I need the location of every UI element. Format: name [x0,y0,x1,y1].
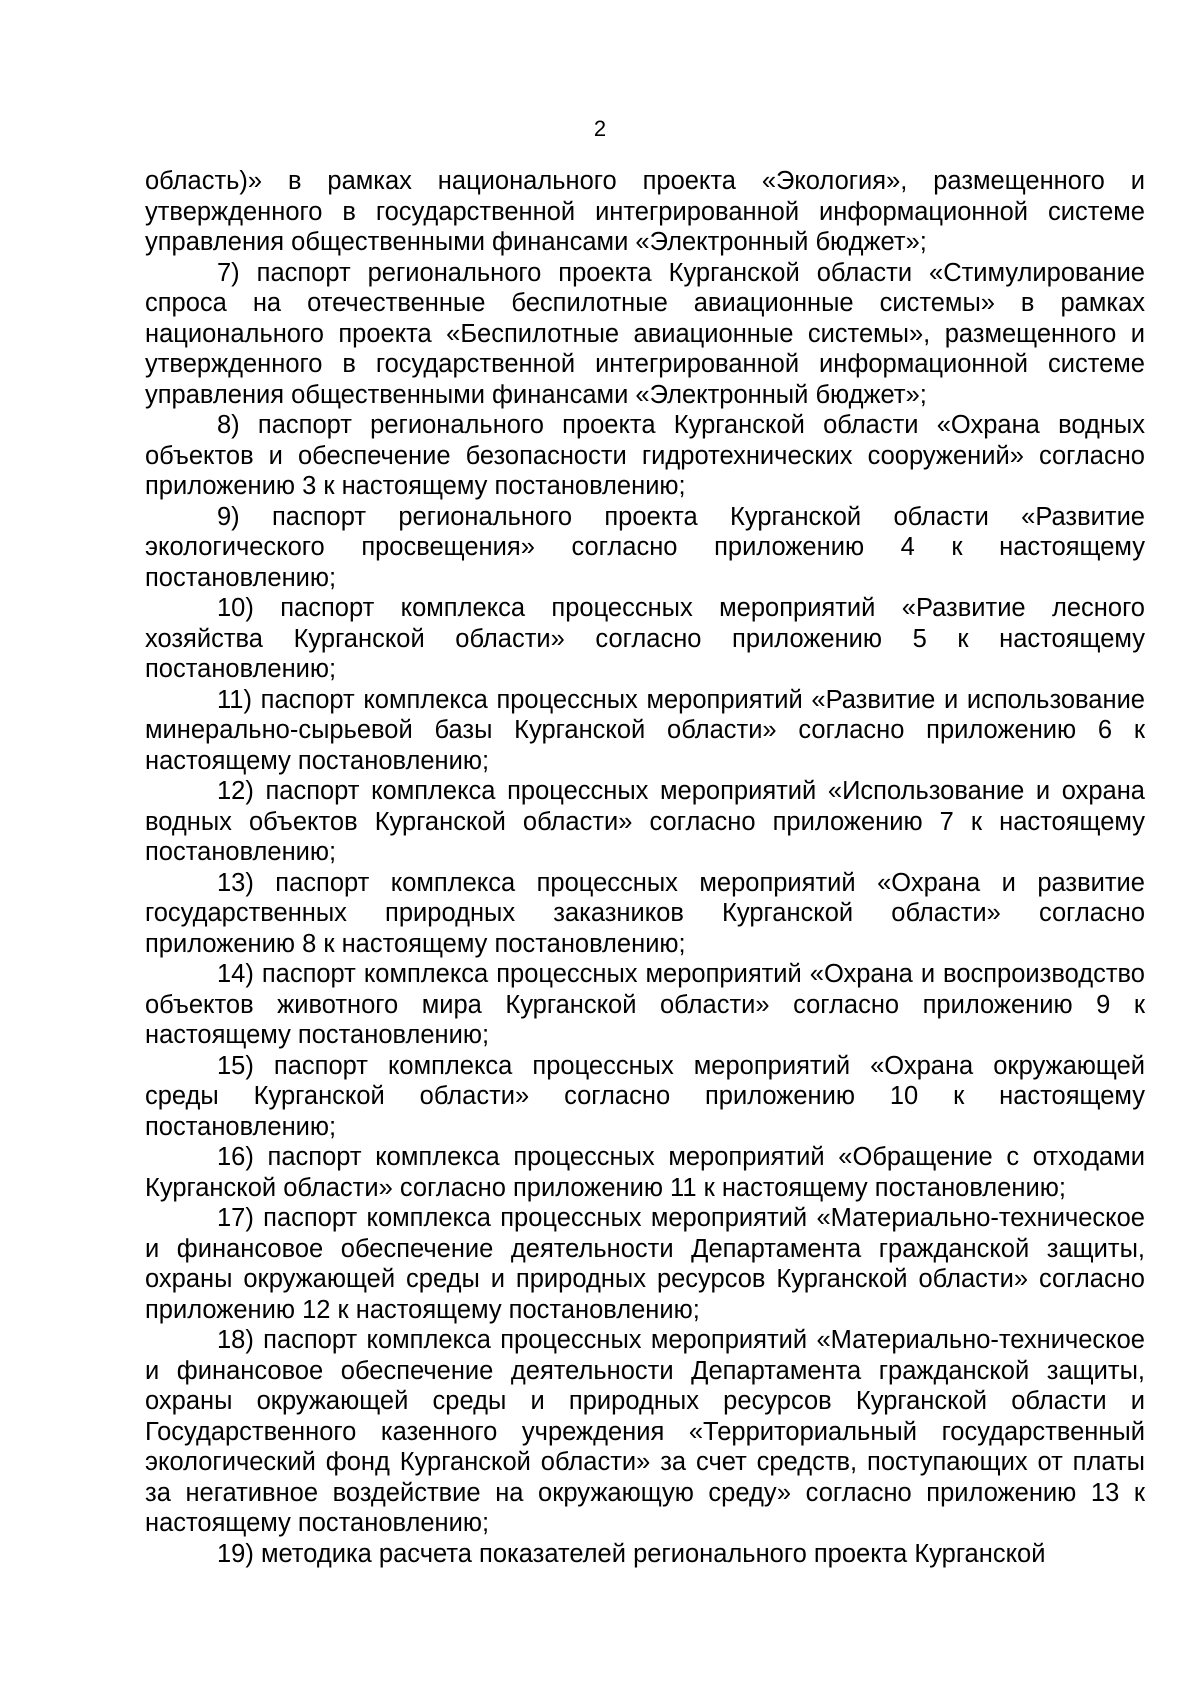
paragraph-item-16: 16) паспорт комплекса процессных мероприятий «Обращение с отходами Курганской области» согласно приложению 11 к настоящему постановлению; [145,1143,1145,1202]
paragraph-item-13: 13) паспорт комплекса процессных мероприятий «Охрана и развитие государственных природных заказников Курганской области» согласно приложению 8 к настоящему постановлению; [145,868,1145,958]
paragraph-continuation: область)» в рамках национального проекта «Экология», размещенного и утвержденного в государственной интегрированной информационной системе управления общественными финансами «Электронный бюджет»; [145,167,1145,256]
paragraph-item-12: 12) паспорт комплекса процессных мероприятий «Использование и охрана водных объектов Курганской области» согласно приложению 7 к настоящему постановлению; [145,777,1145,866]
paragraph-item-7: 7) паспорт регионального проекта Курганской области «Стимулирование спроса на отечественные беспилотные авиационные системы» в рамках национального проекта «Беспилотные авиационные системы», размещенного и утвержденного в государственной интегрированной информационной системе управления общественными финансами «Электронный бюджет»; [145,258,1145,409]
paragraph-item-18: 18) паспорт комплекса процессных мероприятий «Материально-техническое и финансовое обеспечение деятельности Департамента гражданской защиты, охраны окружающей среды и природных ресурсов Курганской области и Государственного казенного учреждения «Территориальный государственный экологический фонд Курганской области» за счет средств, поступающих от платы за негативное воздействие на окружающую среду» согласно приложению 13 к настоящему постановлению; [145,1326,1145,1537]
paragraph-item-15: 15) паспорт комплекса процессных мероприятий «Охрана окружающей среды Курганской области» согласно приложению 10 к настоящему постановлению; [145,1051,1145,1141]
paragraph-item-17: 17) паспорт комплекса процессных мероприятий «Материально-техническое и финансовое обеспечение деятельности Департамента гражданской защиты, охраны окружающей среды и природных ресурсов Курганской области» согласно приложению 12 к настоящему постановлению; [145,1204,1145,1324]
paragraph-item-8: 8) паспорт регионального проекта Курганской области «Охрана водных объектов и обеспечение безопасности гидротехнических сооружений» согласно приложению 3 к настоящему постановлению; [145,411,1145,500]
paragraph-item-14: 14) паспорт комплекса процессных мероприятий «Охрана и воспроизводство объектов животного мира Курганской области» согласно приложению 9 к настоящему постановлению; [145,960,1145,1049]
paragraph-item-11: 11) паспорт комплекса процессных мероприятий «Развитие и использование минерально-сырьевой базы Курганской области» согласно приложению 6 к настоящему постановлению; [145,685,1145,775]
document-body [145,166,1145,1569]
paragraph-item-9: 9) паспорт регионального проекта Курганской области «Развитие экологического просвещения» согласно приложению 4 к настоящему постановлению; [145,502,1145,592]
paragraph-item-19: 19) методика расчета показателей регионального проекта Курганской [217,1539,1046,1568]
page-number: 2 [593,116,607,141]
paragraph-item-10: 10) паспорт комплекса процессных мероприятий «Развитие лесного хозяйства Курганской области» согласно приложению 5 к настоящему постановлению; [145,594,1145,683]
